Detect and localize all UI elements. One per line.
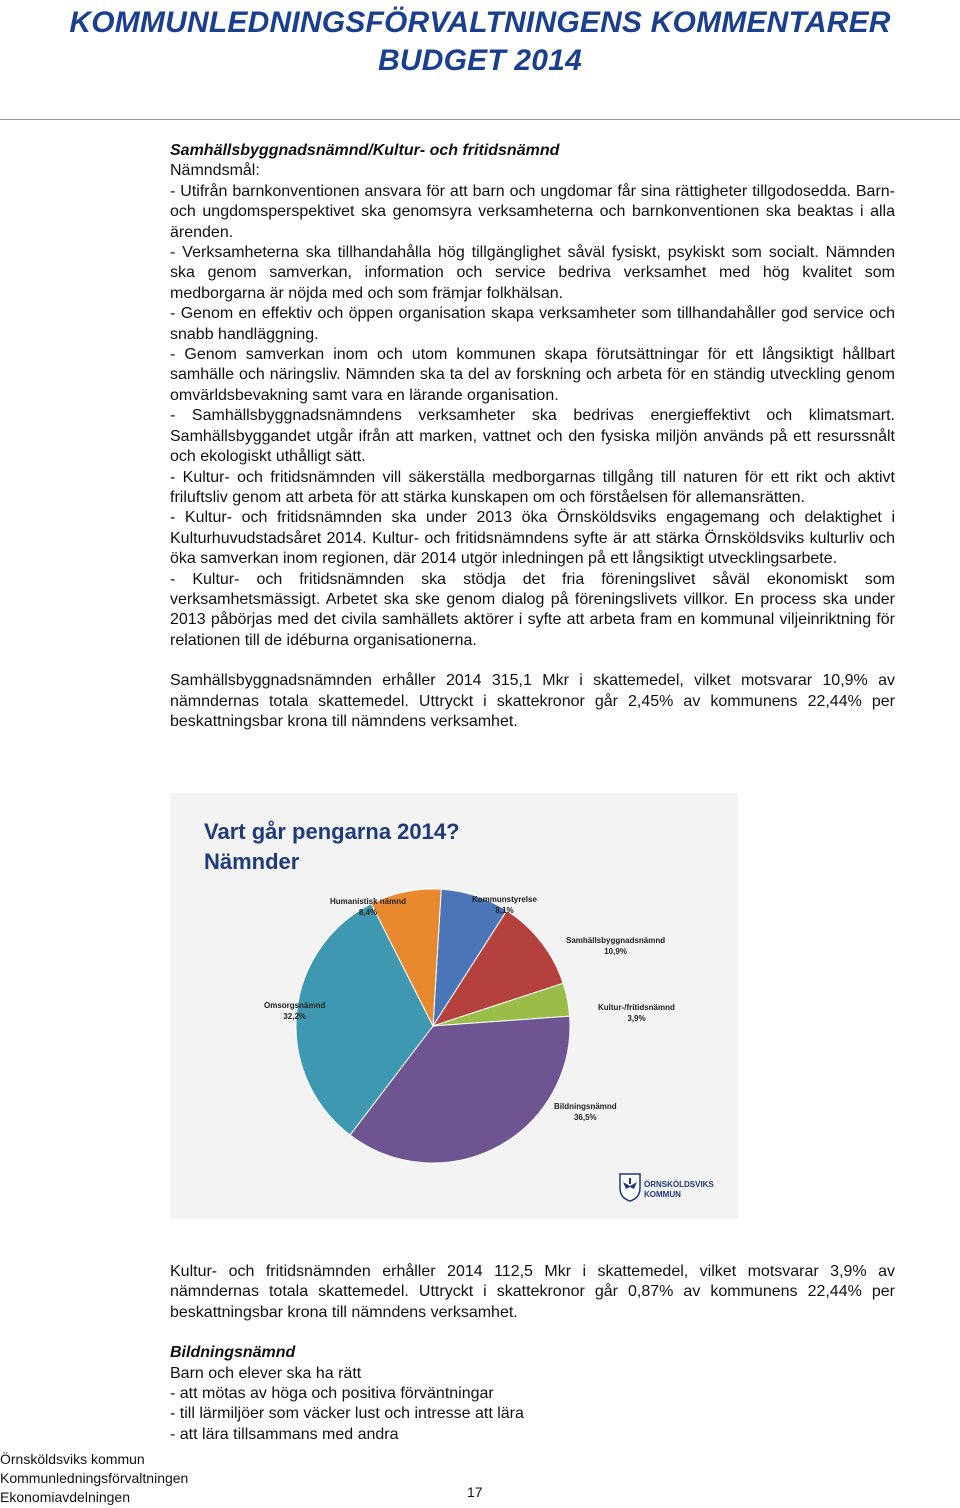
section-subtitle: Nämndsmål: [170,162,260,180]
slice-label-omsorg [264,1000,325,1022]
slice-label-name: Kultur-/fritidsnämnd [598,1003,675,1012]
slice-label-name: Omsorgsnämnd [264,1001,326,1010]
budget-paragraph: Samhällsbyggnadsnämnden erhåller 2014 315,1 Mkr i skattemedel, vilket motsvarar 10,9% av nämndernas totala skattemedel. Uttryckt i skattekronor går 2,45% av kommunens 22,44% per beskattningsbar krona till nämndens verksamhet. [170,672,895,730]
page-footer [0,1450,188,1507]
section-title: Samhällsbyggnadsnämnd/Kultur- och fritidsnämnd [170,142,560,159]
header-divider [0,119,960,120]
footer-line: Ekonomiavdelningen [0,1489,130,1505]
slice-label-kommunstyrelse [472,894,537,916]
slice-label-value: 8,1% [495,906,514,915]
goal-paragraph: - Genom samverkan inom och utom kommunen skapa förutsättningar för ett långsiktigt hållbart samhälle och näringsliv. Nämnden ska ta del av forskning och arbeta för en ständig utveckling genom omvärldsbevakning samt vara en lärande organisation. [170,346,895,404]
header-title: KOMMUNLEDNINGSFÖRVALTNINGENS KOMMENTARER [69,6,891,39]
list-line: Barn och elever ska ha rätt [170,1364,362,1382]
goal-paragraph: - Utifrån barnkonventionen ansvara för att barn och ungdomar får sina rättigheter tillgodosedda. Barn- och ungdomsperspektivet ska genomsyra verksamheterna och barnkonventionen ska beaktas i alla ärenden. [170,182,895,241]
slice-label-name: Bildningsnämnd [554,1102,617,1111]
list-line: - till lärmiljöer som väcker lust och intresse att lära [170,1405,524,1423]
slice-label-name: Kommunstyrelse [472,895,537,904]
goal-paragraph: - Kultur- och fritidsnämnden ska under 2013 öka Örnsköldsviks engagemang och delaktighet i Kulturhuvudstadsåret 2014. Kultur- och fritidsnämndens syfte är att stärka Örnsköldsviks kulturliv och öka samverkan inom regionen, där 2014 utgör inledningen på ett långsiktigt utvecklingsarbete. [170,509,895,568]
footer-line: Kommunledningsförvaltningen [0,1470,189,1486]
list-line: - att mötas av höga och positiva förväntningar [170,1385,494,1403]
logo-line2: KOMMUN [644,1190,681,1199]
header-subtitle: BUDGET 2014 [378,44,582,77]
kommun-logo [618,1165,718,1209]
goal-paragraph: - Kultur- och fritidsnämnden ska stödja det fria föreningslivet såväl ekonomiskt som verksamhetsmässigt. Arbetet ska ske genom dialog på föreningslivets villkor. En process ska under 2013 påbörjas med det civila samhällets aktörer i syfte att arbeta fram en kommunal viljeinriktning för relationen till de idéburna organisationerna. [170,570,895,649]
section-samhallsbyggnad [170,141,895,732]
eagle-shield-icon [618,1172,642,1202]
chart-title-line1: Vart går pengarna 2014? [204,819,460,844]
budget-paragraph: Kultur- och fritidsnämnden erhåller 2014 112,5 Mkr i skattemedel, vilket motsvarar 3,9% av nämndernas totala skattemedel. Uttryckt i skattekronor går 0,87% av kommunens 22,44% per beskattningsbar krona till nämndens verksamhet. [170,1263,895,1321]
slice-label-bildning [554,1101,617,1123]
logo-line1: ÖRNSKÖLDSVIKS [644,1180,714,1189]
list-line: - att lära tillsammans med andra [170,1425,399,1443]
section-kultur-bildning [170,1262,895,1445]
chart-title-line2: Nämnder [204,849,300,874]
slice-label-value: 10,9% [604,947,627,956]
slice-label-samhallsbyggnad [566,935,665,957]
goal-paragraph: - Samhällsbyggnadsnämndens verksamheter ska bedrivas energieffektivt och klimatsmart. Samhällsbyggandet utgår ifrån att marken, vattnet och den fysiska miljön används på ett resurssnålt och ekologiskt uthålligt sätt. [170,407,895,466]
slice-label-value: 32,2% [283,1012,307,1021]
slice-label-value: 8,4% [358,908,378,917]
slice-label-name: Samhällsbyggnadsnämnd [566,936,666,945]
page-header [0,4,960,80]
footer-line: Örnsköldsviks kommun [0,1451,145,1467]
goal-paragraph: - Genom en effektiv och öppen organisation skapa verksamheter som tillhandahåller god service och snabb handläggning. [170,305,895,343]
slice-label-kultur [598,1002,675,1024]
logo-text [644,1180,714,1200]
goal-paragraph: - Kultur- och fritidsnämnden vill säkerställa medborgarnas tillgång till naturen för ett rikt och aktivt friluftsliv genom att arbeta för att stärka kunskapen om och förståelsen för allemansrätten. [170,468,895,506]
pie-chart [170,793,738,1219]
slice-label-value: 36,5% [573,1113,597,1122]
section-title: Bildningsnämnd [170,1344,296,1362]
slice-label-humanistisk [330,896,406,918]
slice-label-name: Humanistisk nämnd [330,897,407,906]
page-number: 17 [467,1484,483,1500]
goal-paragraph: - Verksamheterna ska tillhandahålla hög tillgänglighet såväl fysiskt, psykiskt som socialt. Nämnden ska genom samverkan, information och service bedriva verksamhet med hög kvalitet som medborgarna är nöjda med och som främjar folkhälsan. [170,244,895,302]
slice-label-value: 3,9% [627,1014,646,1023]
